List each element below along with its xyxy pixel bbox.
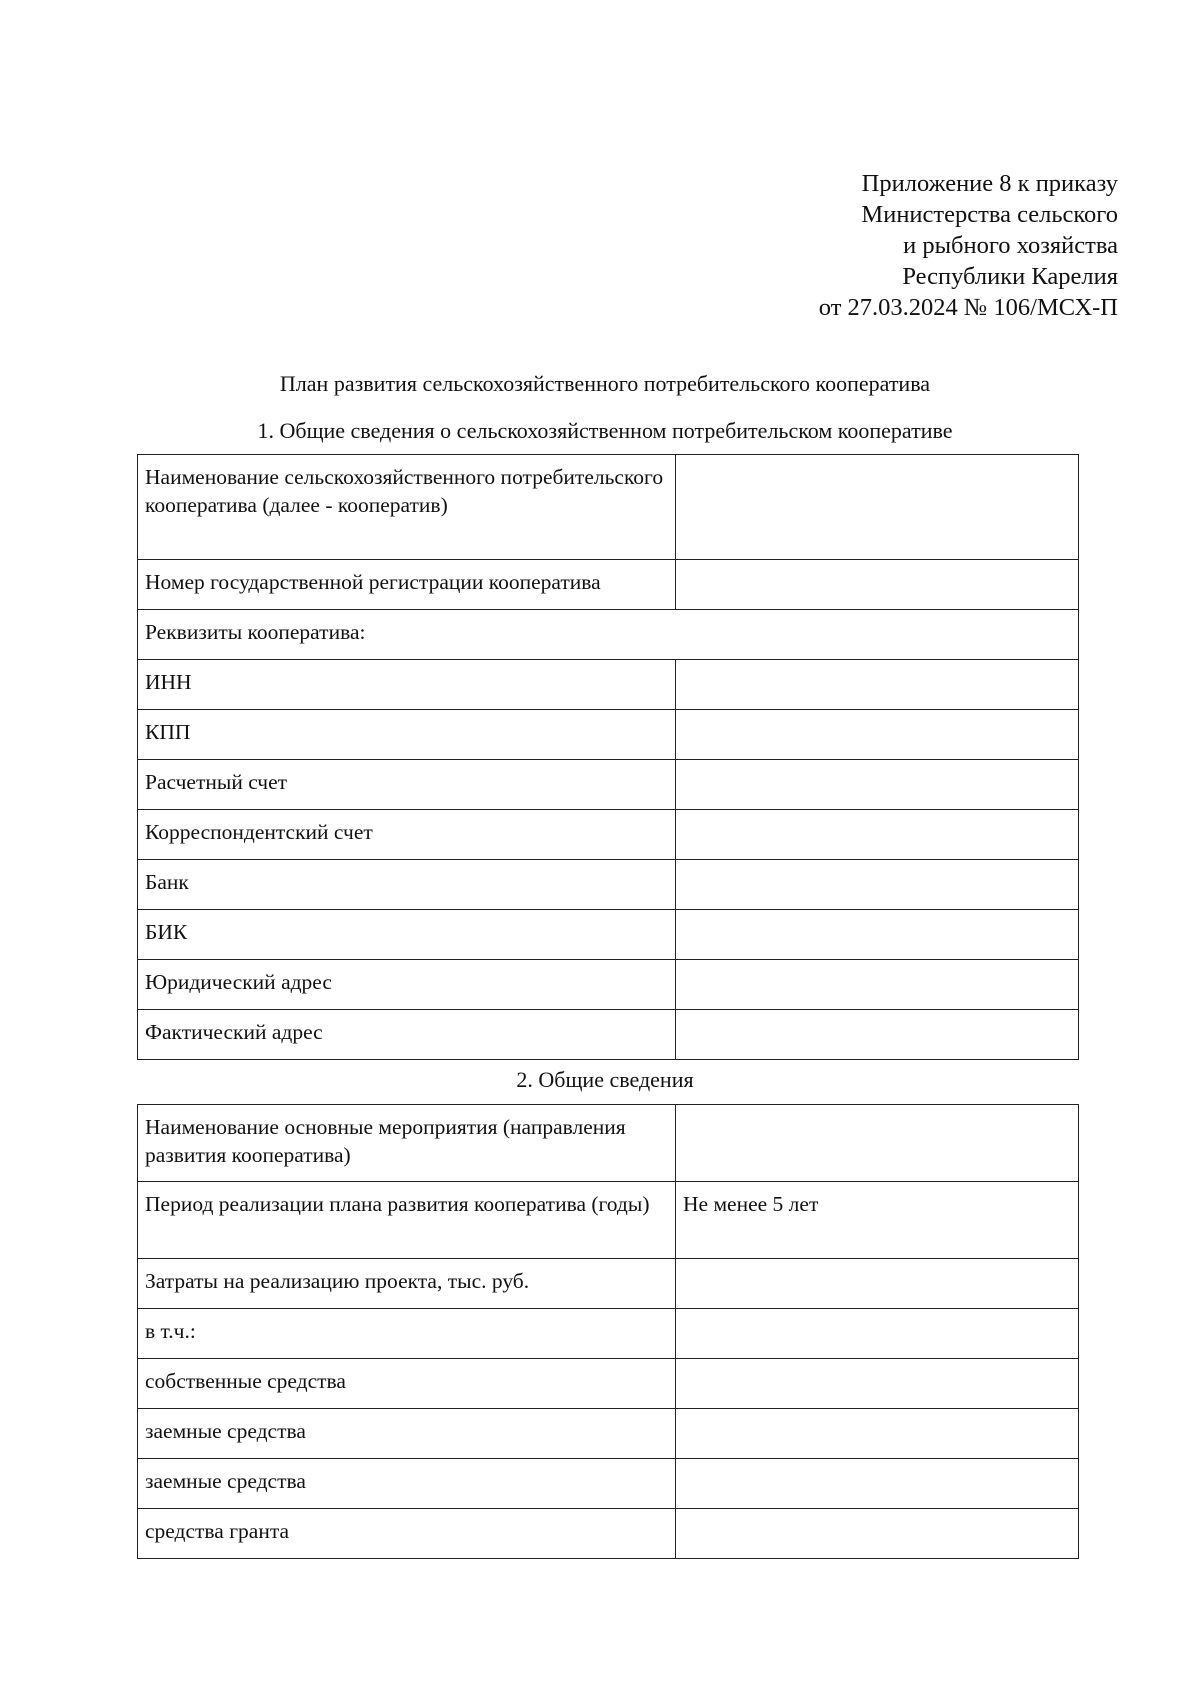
row-value [676,1509,1079,1559]
row-label: Банк [138,860,676,910]
table-row [138,710,1079,760]
table-row [138,1509,1079,1559]
row-label: КПП [138,710,676,760]
row-label: заемные средства [138,1409,676,1459]
row-label: Фактический адрес [138,1010,676,1060]
appendix-line: от 27.03.2024 № 106/МСХ-П [818,294,1118,321]
row-value [676,1259,1079,1309]
row-value [676,1105,1079,1182]
row-value [676,810,1079,860]
row-label: БИК [138,910,676,960]
row-label: Номер государственной регистрации кооператива [138,560,676,610]
requisites-subheader: Реквизиты кооператива: [138,610,1079,660]
row-label: Расчетный счет [138,760,676,810]
row-value [676,1409,1079,1459]
row-value [676,1459,1079,1509]
row-label: Наименование сельскохозяйственного потребительского кооператива (далее - кооператив) [138,455,676,560]
section2-heading: 2. Общие сведения [516,1067,694,1092]
row-value [676,910,1079,960]
table-row [138,1359,1079,1409]
section1-heading: 1. Общие сведения о сельскохозяйственном потребительском кооперативе [257,418,953,443]
row-value [676,1359,1079,1409]
table-row [138,1309,1079,1359]
appendix-line: и рыбного хозяйства [903,232,1118,259]
row-value [676,960,1079,1010]
table-row [138,960,1079,1010]
table-row [138,1459,1079,1509]
table-row [138,760,1079,810]
row-value [676,1010,1079,1060]
row-value [676,760,1079,810]
row-value [676,710,1079,760]
row-label: в т.ч.: [138,1309,676,1359]
table-row [138,660,1079,710]
table-row [138,860,1079,910]
table-row [138,1182,1079,1259]
table-row [138,910,1079,960]
appendix-line: Республики Карелия [902,263,1118,290]
row-label: ИНН [138,660,676,710]
row-label: Наименование основные мероприятия (направления развития кооператива) [138,1105,676,1182]
table-row [138,1105,1079,1182]
table-row [138,455,1079,560]
row-value [676,560,1079,610]
table-row [138,560,1079,610]
table-row [138,610,1079,660]
appendix-line: Министерства сельского [861,201,1118,228]
cooperative-info-table [137,454,1079,1060]
table-row [138,1010,1079,1060]
row-label: средства гранта [138,1509,676,1559]
appendix-header [819,168,1118,323]
row-label: собственные средства [138,1359,676,1409]
document-title: План развития сельскохозяйственного потребительского кооператива [279,371,931,396]
general-info-table [137,1104,1079,1559]
appendix-line: Приложение 8 к приказу [861,170,1118,197]
row-label: Период реализации плана развития кооператива (годы) [138,1182,676,1259]
table-row [138,810,1079,860]
row-value [676,860,1079,910]
row-value [676,455,1079,560]
row-value [676,1309,1079,1359]
row-label: Юридический адрес [138,960,676,1010]
row-value: Не менее 5 лет [676,1182,1079,1259]
row-label: заемные средства [138,1459,676,1509]
row-value [676,660,1079,710]
row-label: Корреспондентский счет [138,810,676,860]
table-row [138,1259,1079,1309]
row-label: Затраты на реализацию проекта, тыс. руб. [138,1259,676,1309]
table-row [138,1409,1079,1459]
